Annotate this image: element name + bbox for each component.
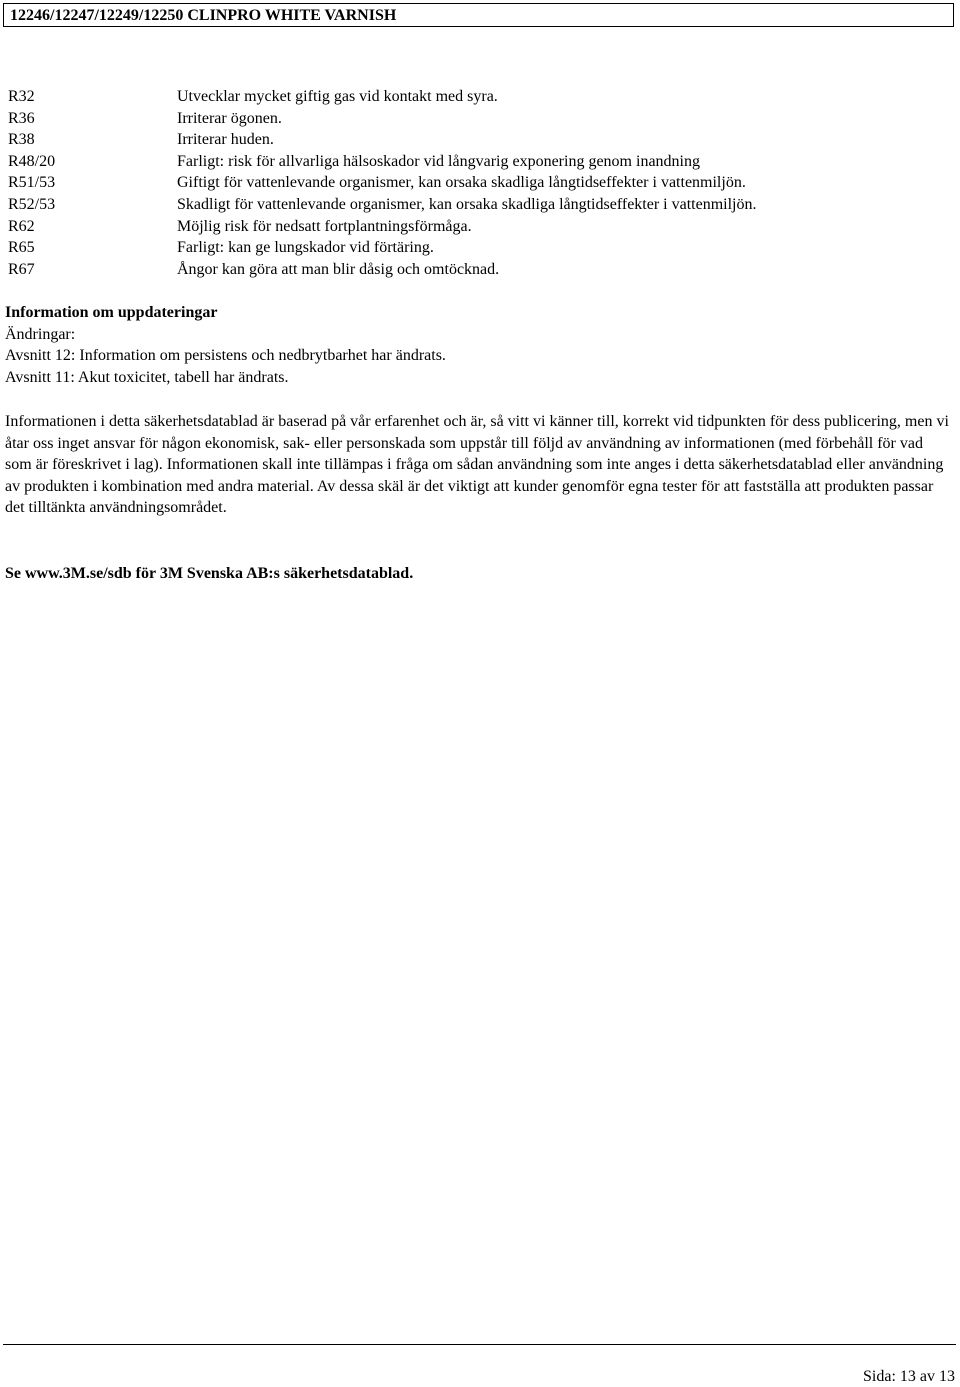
list-item — [8, 259, 953, 281]
r-phrase-code: R62 — [8, 217, 35, 235]
list-item — [8, 216, 953, 238]
r-phrase-text: Irriterar ögonen. — [177, 109, 282, 127]
r-phrase-code: R65 — [8, 239, 35, 257]
change-item: Avsnitt 12: Information om persistens och nedbrytbarhet har ändrats. — [5, 347, 446, 364]
r-phrase-text: Utvecklar mycket giftig gas vid kontakt med syra. — [177, 88, 498, 105]
r-phrase-code: R36 — [8, 109, 35, 127]
list-item — [8, 237, 953, 259]
r-phrase-text: Giftigt för vattenlevande organismer, kan orsaka skadliga långtidseffekter i vattenmiljön. — [177, 174, 746, 192]
document-header — [3, 3, 954, 27]
footer-divider — [3, 1344, 956, 1345]
r-phrase-code: R51/53 — [8, 174, 56, 192]
page-number: Sida: 13 av 13 — [863, 1368, 955, 1385]
section-heading: Information om uppdateringar — [5, 304, 218, 321]
sds-reference-text: Se www.3M.se/sdb för 3M Svenska AB:s säkerhetsdatablad. — [5, 565, 414, 582]
list-item — [8, 129, 953, 151]
disclaimer-paragraph: Informationen i detta säkerhetsdatablad är baserad på vår erfarenhet och är, så vitt vi känner till, korrekt vid tidpunkten för dess publicering, men vi åtar oss inget ansvar för någon ekonomisk, sak- eller personskada som uppstår till följd av användning av informationen (med förbehåll för vad som är föreskrivet i lag). Informationen skall inte tillämpas i fråga om sådan användning som inte anges i detta säkerhetsdatablad eller användning av produkten i kombination med andra material. Av dessa skäl är det viktigt att kunder genomför egna tester för att fastställa att produkten passar det tilltänkta användningsområdet. — [5, 413, 949, 517]
list-item — [8, 86, 953, 108]
list-item — [8, 151, 953, 173]
list-item — [8, 194, 953, 216]
r-phrase-code: R52/53 — [8, 195, 56, 213]
list-item — [8, 172, 953, 194]
r-phrase-text: Möjlig risk för nedsatt fortplantningsförmåga. — [177, 217, 472, 235]
r-phrase-text: Farligt: kan ge lungskador vid förtäring. — [177, 239, 434, 257]
r-phrase-text: Irriterar huden. — [177, 131, 274, 149]
r-phrase-text: Ångor kan göra att man blir dåsig och omtöcknad. — [177, 260, 500, 278]
r-phrase-code: R32 — [8, 88, 35, 105]
change-item: Avsnitt 11: Akut toxicitet, tabell har ändrats. — [5, 368, 289, 386]
changes-label: Ändringar: — [5, 325, 76, 343]
r-phrase-list — [8, 86, 953, 280]
r-phrase-text: Skadligt för vattenlevande organismer, kan orsaka skadliga långtidseffekter i vattenmiljön. — [177, 195, 757, 213]
list-item — [8, 108, 953, 130]
update-information-section — [5, 302, 950, 388]
r-phrase-code: R38 — [8, 131, 35, 149]
r-phrase-code: R48/20 — [8, 152, 56, 170]
r-phrase-code: R67 — [8, 260, 35, 278]
document-title: 12246/12247/12249/12250 CLINPRO WHITE VARNISH — [10, 7, 397, 24]
r-phrase-text: Farligt: risk för allvarliga hälsoskador vid långvarig exponering genom inandning — [177, 152, 700, 170]
